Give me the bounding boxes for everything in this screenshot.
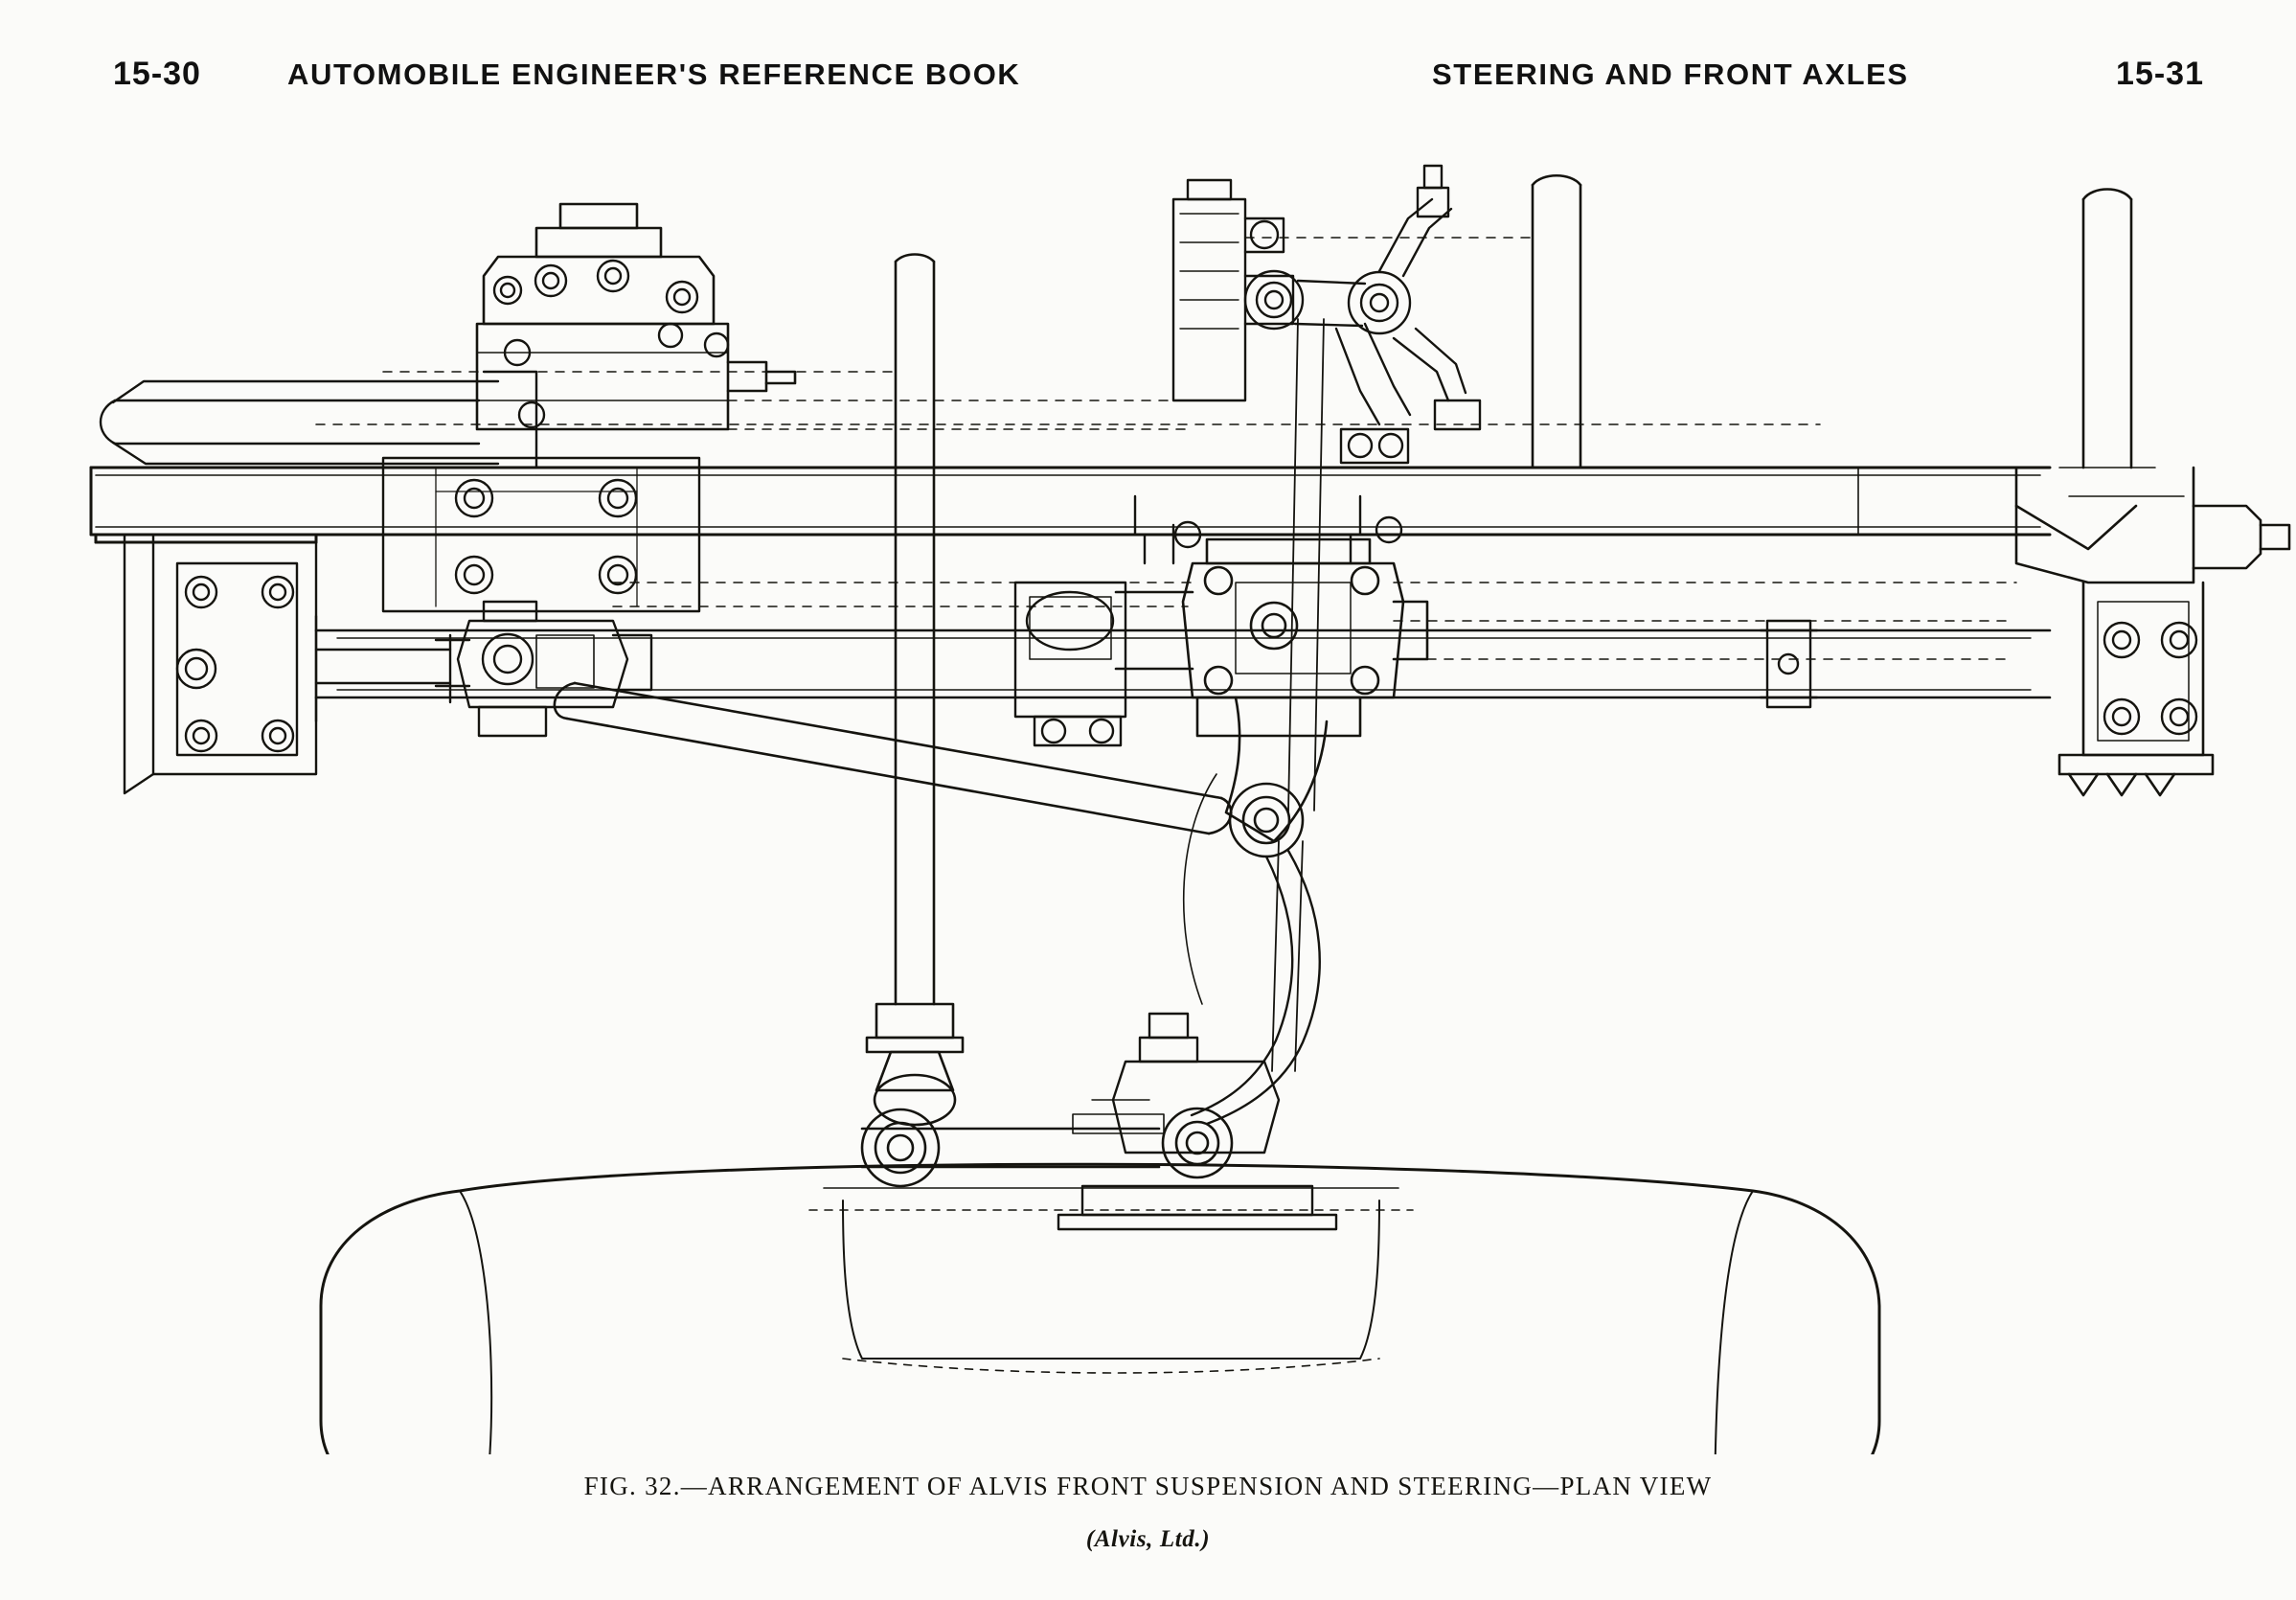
left-chassis-bracket [125,535,316,793]
left-bracket-bolts [177,577,293,751]
steering-column-tube [113,381,498,464]
mount-plate-bolts [456,480,636,593]
drop-arm-bellcrank [1184,697,1327,1124]
steering-box-side-shaft [101,372,536,468]
steering-box-housing [477,204,795,429]
hidden-construction-lines [316,238,2016,659]
right-bracket-bolts [2104,623,2196,734]
chassis-side-member [91,468,2050,542]
right-stub-axle [2016,506,2289,568]
centre-cross-member-bracket [1135,496,1401,563]
figure-illustration [0,84,2296,1454]
figure-caption-text: FIG. 32.—ARRANGEMENT OF ALVIS FRONT SUSPENSION AND STEERING—PLAN VIEW [583,1472,1713,1500]
drag-link-lower [862,1109,1232,1186]
folio-left: 15-30 [113,56,201,92]
upper-linkage-assembly [1173,166,1480,463]
alvis-suspension-plan-view-drawing [0,84,2296,1454]
left-kingpin-assembly [436,602,651,736]
figure-caption [0,1472,2296,1553]
mid-axle-clamp [1761,621,1817,707]
road-wheel-tyre [321,1164,1879,1454]
chassis-flange-lines [96,468,2040,535]
left-outer-tube [316,616,450,721]
track-rod [555,683,1231,834]
control-rods [1272,319,1324,1071]
running-head-title-left: AUTOMOBILE ENGINEER'S REFERENCE BOOK [287,57,1021,91]
running-head [0,34,2296,92]
figure-credit: (Alvis, Ltd.) [1085,1526,1211,1552]
mid-right-upright-tube [1533,175,1580,468]
folio-right: 15-31 [2116,56,2204,92]
running-head-title-right: STEERING AND FRONT AXLES [1432,57,1909,91]
right-upright-tube [2059,190,2155,469]
steering-box-bolts [494,261,728,427]
